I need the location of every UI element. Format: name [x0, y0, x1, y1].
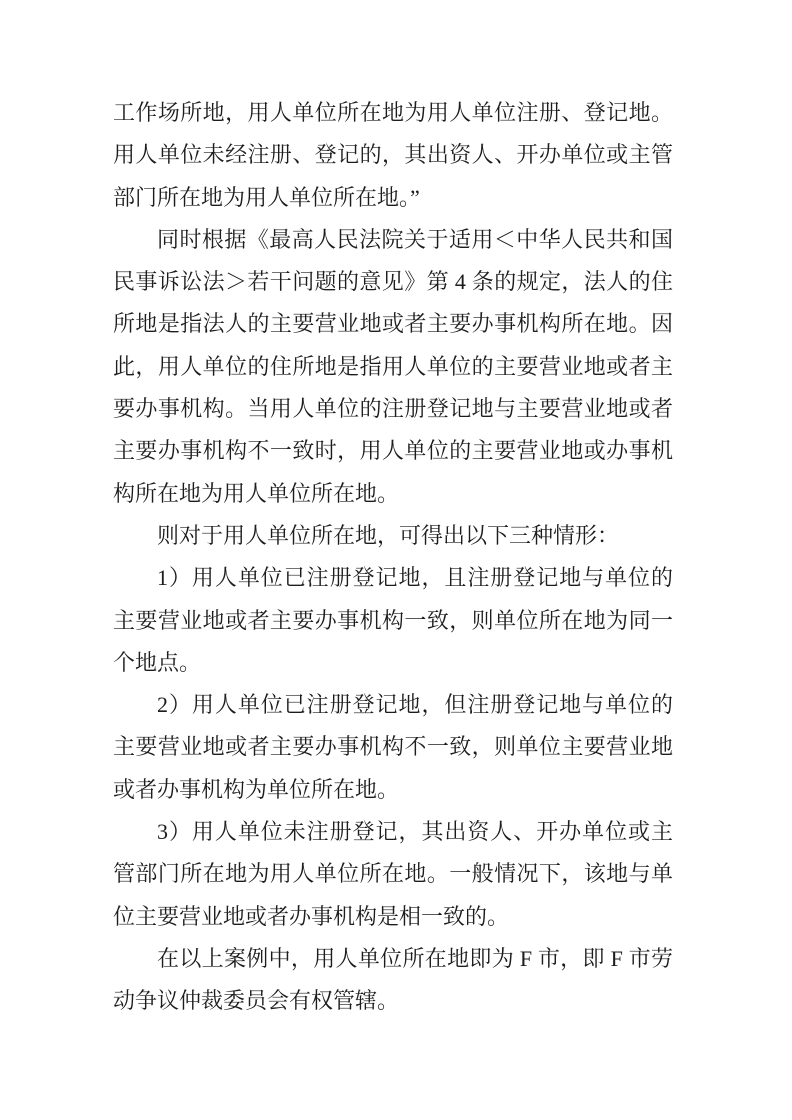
paragraph: 则对于用人单位所在地，可得出以下三种情形： [157, 522, 620, 548]
paragraph: 在以上案例中，用人单位所在地即为 F 市，即 F 市劳动争议仲裁委员会有权管辖。 [113, 945, 673, 1014]
paragraph: 2）用人单位已注册登记地，但注册登记地与单位的主要营业地或者主要办事机构不一致，则单位主要营业地或者办事机构为单位所在地。 [113, 692, 673, 802]
paragraph: 工作场所地，用人单位所在地为用人单位注册、登记地。用人单位未经注册、登记的，其出资人、开办单位或主管部门所在地为用人单位所在地。” [113, 100, 673, 210]
document-text-block [113, 92, 673, 1023]
paragraph: 同时根据《最高人民法院关于适用＜中华人民共和国民事诉讼法＞若干问题的意见》第 4 条的规定，法人的住所地是指法人的主要营业地或者主要办事机构所在地。因此，用人单位的住所地是指用人单位的主要营业地或者主要办事机构。当用人单位的注册登记地与主要营业地或者主要办事机构不一致时，用人单位的主要营业地或办事机构所在地为用人单位所在地。 [113, 226, 673, 506]
paragraph: 3）用人单位未注册登记，其出资人、开办单位或主管部门所在地为用人单位所在地。一般情况下，该地与单位主要营业地或者办事机构是相一致的。 [113, 819, 673, 929]
paragraph: 1）用人单位已注册登记地，且注册登记地与单位的主要营业地或者主要办事机构一致，则单位所在地为同一个地点。 [113, 565, 673, 675]
